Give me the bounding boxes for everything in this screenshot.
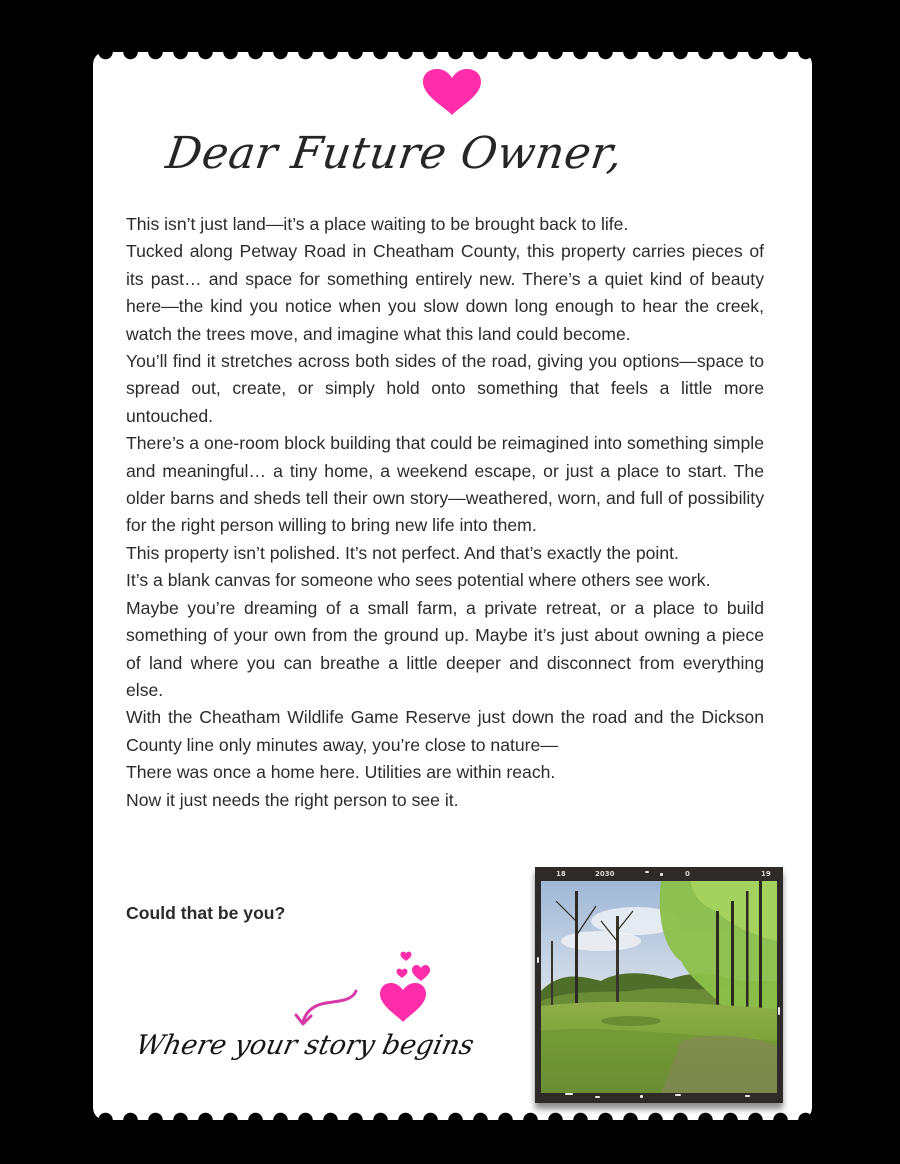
paragraph: It’s a blank canvas for someone who sees potential where others see work. bbox=[126, 570, 711, 591]
frame-speckle bbox=[640, 1095, 643, 1098]
paragraph: There was once a home here. Utilities are within reach. bbox=[126, 762, 556, 783]
paragraph: With the Cheatham Wildlife Game Reserve just down the road and the Dickson County line only minutes away, you’re close to nature— bbox=[126, 707, 764, 755]
paragraph: Tucked along Petway Road in Cheatham County, this property carries pieces of its past… and space for something entirely new. There’s a quiet kind of beauty here—the kind you notice when you slow down long enough to hear the creek, watch the trees move, and imagine what this land could become. bbox=[126, 241, 764, 344]
paragraph: Now it just needs the right person to see it. bbox=[126, 789, 459, 810]
property-photo-frame bbox=[535, 867, 783, 1103]
closing-question: Could that be you? bbox=[126, 903, 286, 923]
frame-speckle bbox=[595, 1096, 600, 1098]
landscape-image bbox=[541, 881, 777, 1093]
frame-speckle bbox=[778, 1007, 780, 1015]
paragraph: This property isn’t polished. It’s not perfect. And that’s exactly the point. bbox=[126, 542, 679, 563]
letter-title: Dear Future Owner, bbox=[163, 128, 626, 179]
heart-icon bbox=[421, 68, 483, 116]
curved-arrow-icon bbox=[292, 985, 364, 1031]
film-label: 2030 bbox=[595, 870, 615, 878]
frame-speckle bbox=[660, 873, 663, 876]
paragraph: Maybe you’re dreaming of a small farm, a private retreat, or a place to build something of your own from the ground up. Maybe it’s just about owning a piece of land where you can breathe a little deeper and disconnect from everything else. bbox=[126, 597, 764, 700]
paragraph: There’s a one-room block building that could be reimagined into something simple and meaningful… a tiny home, a weekend escape, or just a place to start. The older barns and sheds tell their own story—weathered, worn, and full of possibility for the right person willing to bring new life into them. bbox=[126, 433, 764, 536]
film-label: 19 bbox=[761, 870, 771, 878]
letter-body bbox=[126, 211, 764, 814]
paragraph: You’ll find it stretches across both sides of the road, giving you options—space to spread out, create, or simply hold onto something that feels a little more untouched. bbox=[126, 351, 764, 426]
paragraph: This isn’t just land—it’s a place waiting to be brought back to life. bbox=[126, 214, 629, 234]
frame-speckle bbox=[537, 957, 539, 963]
film-label: 18 bbox=[556, 870, 566, 878]
frame-speckle bbox=[645, 871, 649, 873]
property-photo bbox=[541, 881, 777, 1093]
film-label: 0 bbox=[685, 870, 690, 878]
frame-speckle bbox=[565, 1093, 573, 1095]
hearts-cluster-icon bbox=[378, 948, 434, 1024]
signature-tagline: Where your story begins bbox=[133, 1030, 477, 1061]
frame-speckle bbox=[745, 1095, 750, 1097]
frame-speckle bbox=[675, 1094, 681, 1096]
